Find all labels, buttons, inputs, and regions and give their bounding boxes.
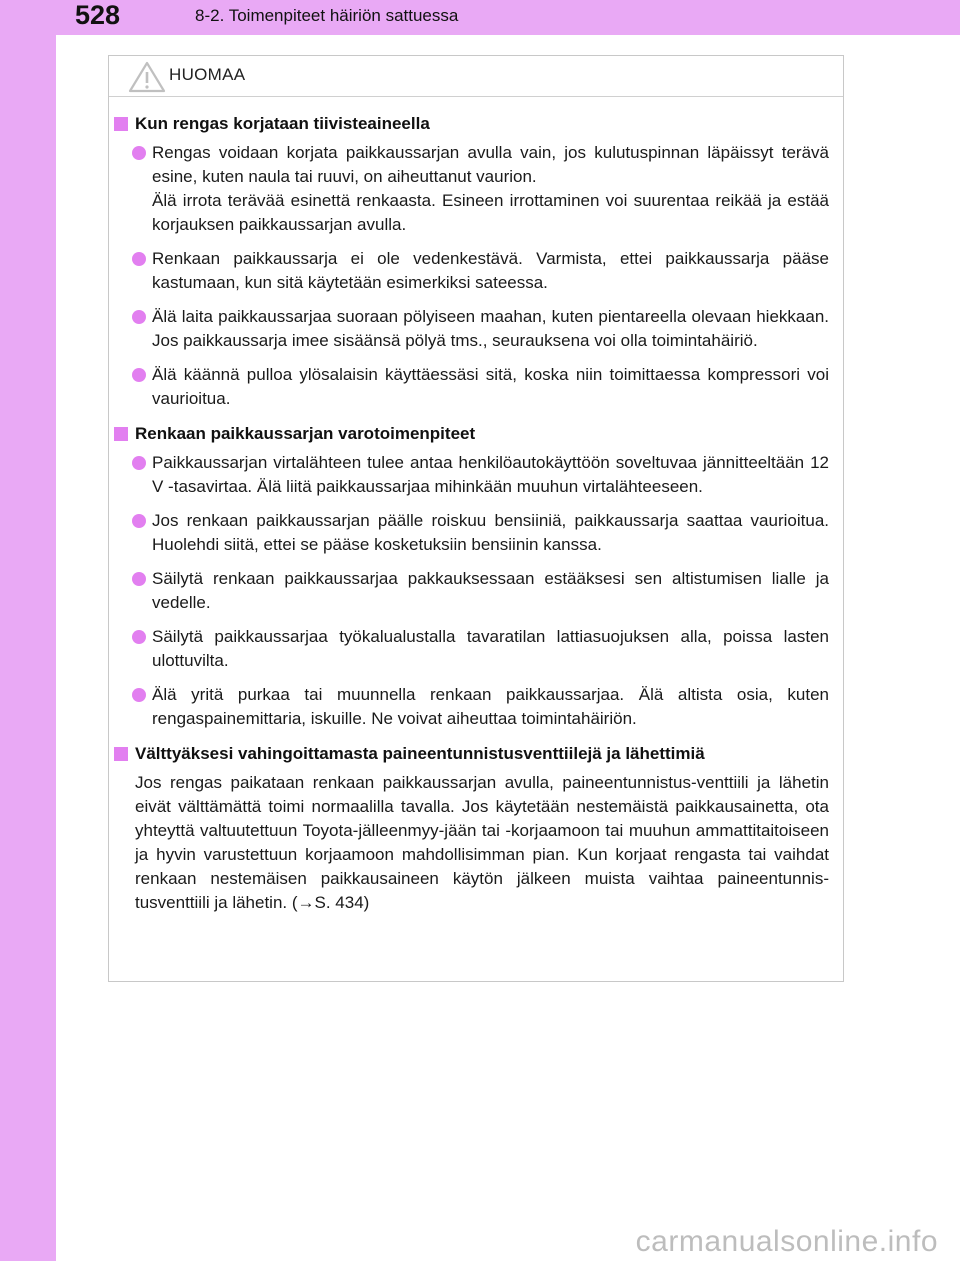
circle-bullet-icon <box>132 368 146 382</box>
list-item-text: Älä yritä purkaa tai muunnella renkaan paikkaussarjaa. Älä altista osia, kuten rengaspainemittaria, iskuille. Ne voivat aiheuttaa toimintahäiriön. <box>152 685 829 728</box>
list-item-text: Älä irrota terävää esinettä renkaasta. Esineen irrottaminen voi suurentaa reikää ja estää korjauksen paikkaussarjan avulla. <box>152 191 829 234</box>
list-item-text: Paikkaussarjan virtalähteen tulee antaa henkilöautokäyttöön soveltuvaa jännitteeltään 12 V -tasavirtaa. Älä liitä paikkaussarjaa mihinkään muuhun virtalähteeseen. <box>152 453 829 496</box>
list-item-text: Säilytä paikkaussarjaa työkalualustalla tavaratilan lattiasuojuksen alla, poissa lasten ulottuvilta. <box>152 627 829 670</box>
square-bullet-icon <box>114 747 128 761</box>
notice-header <box>109 56 843 97</box>
section-heading-text: Renkaan paikkaussarjan varotoimenpiteet <box>135 424 476 443</box>
square-bullet-icon <box>114 427 128 441</box>
list-item <box>109 247 843 295</box>
circle-bullet-icon <box>132 688 146 702</box>
section-tire-repair <box>109 111 843 411</box>
list-item-text: Säilytä renkaan paikkaussarjaa pakkauksessaan estääksesi sen altistumisen lialle ja vedelle. <box>152 569 829 612</box>
circle-bullet-icon <box>132 456 146 470</box>
circle-bullet-icon <box>132 252 146 266</box>
list-item <box>109 567 843 615</box>
list-item-text: Älä laita paikkaussarjaa suoraan pölyiseen maahan, kuten pientareella olevaan hiekkaan. Jos paikkaussarja imee sisäänsä pölyä tms., seurauksena voi olla toimintahäiriö. <box>152 307 829 350</box>
list-item <box>109 305 843 353</box>
list-item-text: Renkaan paikkaussarja ei ole vedenkestävä. Varmista, ettei paikkaussarja pääse kastumaan, kun sitä käytetään esimerkiksi sateessa. <box>152 249 829 292</box>
circle-bullet-icon <box>132 514 146 528</box>
circle-bullet-icon <box>132 572 146 586</box>
section-heading-text: Kun rengas korjataan tiivisteaineella <box>135 114 430 133</box>
section-valve-protection <box>109 741 843 915</box>
page-number: 528 <box>75 0 121 30</box>
watermark: carmanualsonline.info <box>635 1225 938 1258</box>
circle-bullet-icon <box>132 630 146 644</box>
list-item-text: Rengas voidaan korjata paikkaussarjan avulla vain, jos kulutuspinnan läpäissyt terävä esine, kuten naula tai ruuvi, on aiheuttanut vaurion. <box>152 143 829 186</box>
section-heading <box>109 741 843 767</box>
list-item <box>109 625 843 673</box>
circle-bullet-icon <box>132 146 146 160</box>
list-item <box>109 683 843 731</box>
section-heading <box>109 421 843 447</box>
list-item <box>109 451 843 499</box>
square-bullet-icon <box>114 117 128 131</box>
section-kit-precautions <box>109 421 843 731</box>
section-heading <box>109 111 843 137</box>
notice-content <box>109 111 843 915</box>
list-item <box>109 363 843 411</box>
list-item <box>109 509 843 557</box>
circle-bullet-icon <box>132 310 146 324</box>
list-item <box>109 141 843 237</box>
header-band <box>0 0 960 35</box>
section-paragraph: Jos rengas paikataan renkaan paikkaussarjan avulla, paineentunnistus-venttiili ja lähetin eivät välttämättä toimi normaalilla tavalla. Jos käytetään nestemäistä paikkausainetta, ota yhteyttä valtuutettuun Toyota-jälleenmyy-jään tai -korjaamoon tai muuhun ammattitaitoiseen ja hyvin varustettuun korjaamoon mahdollisimman pian. Kun korjaat rengasta tai vaihdat renkaan nestemäisen paikkausaineen käytön jälkeen muista vaihtaa paineentunnis-tusventtiili ja lähetin. (→S. 434) <box>135 773 829 912</box>
side-color-band <box>0 0 56 1261</box>
list-item-text: Älä käännä pulloa ylösalaisin käyttäessäsi sitä, koska niin toimittaessa kompressori voi vaurioitua. <box>152 365 829 408</box>
warning-triangle-icon <box>127 60 167 94</box>
list-item-text: Jos renkaan paikkaussarjan päälle roiskuu bensiiniä, paikkaussarja saattaa vaurioitua. Huolehdi siitä, ettei se pääse kosketuksiin bensiinin kanssa. <box>152 511 829 554</box>
notice-title: HUOMAA <box>169 65 246 84</box>
section-header-title: 8-2. Toimenpiteet häiriön sattuessa <box>195 6 459 25</box>
section-heading-text: Välttyäksesi vahingoittamasta paineentunnistusventtiilejä ja lähettimiä <box>135 744 705 763</box>
notice-box <box>108 55 844 982</box>
